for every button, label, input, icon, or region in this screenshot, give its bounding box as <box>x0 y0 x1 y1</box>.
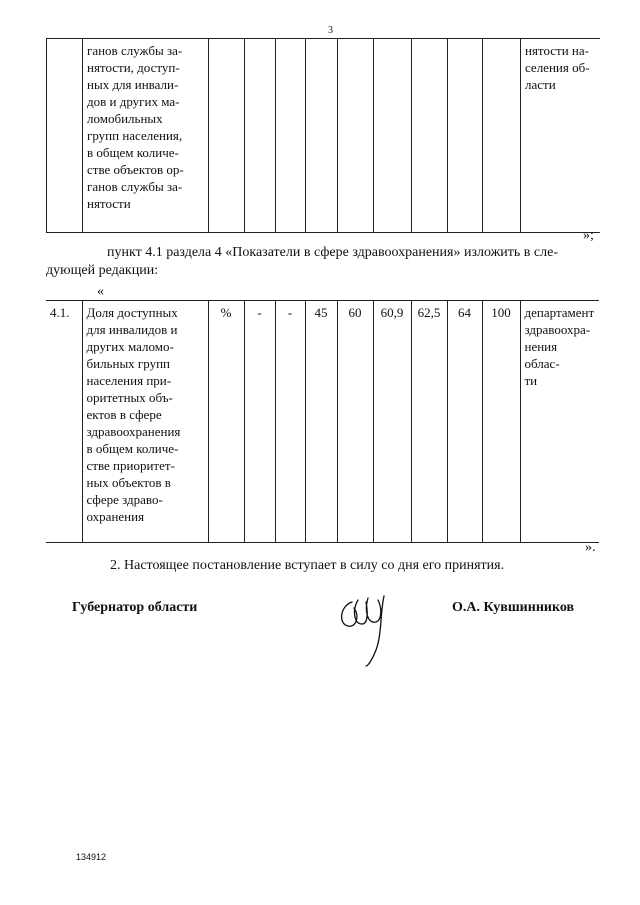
signatory-title: Губернатор области <box>72 600 198 615</box>
value-cell <box>276 39 306 233</box>
closing-quote: ». <box>585 540 596 555</box>
indicator-cell: ганов службы за- нятости, доступ- ных для инвали- дов и других ма- ломобильных групп населения, в общем количе- стве объектов ор- ганов службы за- нятости <box>83 39 209 233</box>
value-cell <box>483 39 521 233</box>
paragraph-1-line-1: пункт 4.1 раздела 4 «Показатели в сфере здравоохранения» изложить в сле- <box>107 245 558 260</box>
value-cell <box>338 39 374 233</box>
table-new-row <box>46 300 599 543</box>
number-cell <box>47 39 83 233</box>
value-cell: 62,5 <box>411 301 447 543</box>
responsible-cell: нятости на- селения об- ласти <box>521 39 600 233</box>
signatory-name: О.А. Кувшинников <box>452 600 575 615</box>
responsible-cell: департамент здравоохра- нения облас- ти <box>520 301 599 543</box>
number-cell: 4.1. <box>46 301 82 543</box>
value-cell <box>245 39 276 233</box>
table-row <box>47 39 600 233</box>
table-continuation <box>46 38 600 233</box>
paragraph-1-line-2: дующей редакции: <box>46 263 159 278</box>
value-cell <box>448 39 483 233</box>
indicator-cell: Доля доступных для инвалидов и других маломо- бильных групп населения при- оритетных объ- ектов в сфере здравоохранения в общем количе- стве приоритет- ных объектов в сфере здраво- охранения <box>82 301 208 543</box>
document-code: 134912 <box>76 852 107 862</box>
opening-quote: « <box>97 284 104 299</box>
page-number: 3 <box>328 25 333 36</box>
value-cell <box>412 39 448 233</box>
paragraph-2: 2. Настоящее постановление вступает в силу со дня его принятия. <box>110 558 505 573</box>
handwritten-signature <box>332 588 412 668</box>
value-cell: 45 <box>305 301 337 543</box>
value-cell <box>374 39 412 233</box>
value-cell: 60,9 <box>373 301 411 543</box>
value-cell: - <box>244 301 275 543</box>
value-cell <box>306 39 338 233</box>
value-cell: 60 <box>337 301 373 543</box>
closing-quote: »; <box>583 228 594 243</box>
unit-cell <box>209 39 245 233</box>
unit-cell: % <box>208 301 244 543</box>
value-cell: 64 <box>447 301 482 543</box>
value-cell: 100 <box>482 301 520 543</box>
table-row <box>46 301 599 543</box>
value-cell: - <box>275 301 305 543</box>
